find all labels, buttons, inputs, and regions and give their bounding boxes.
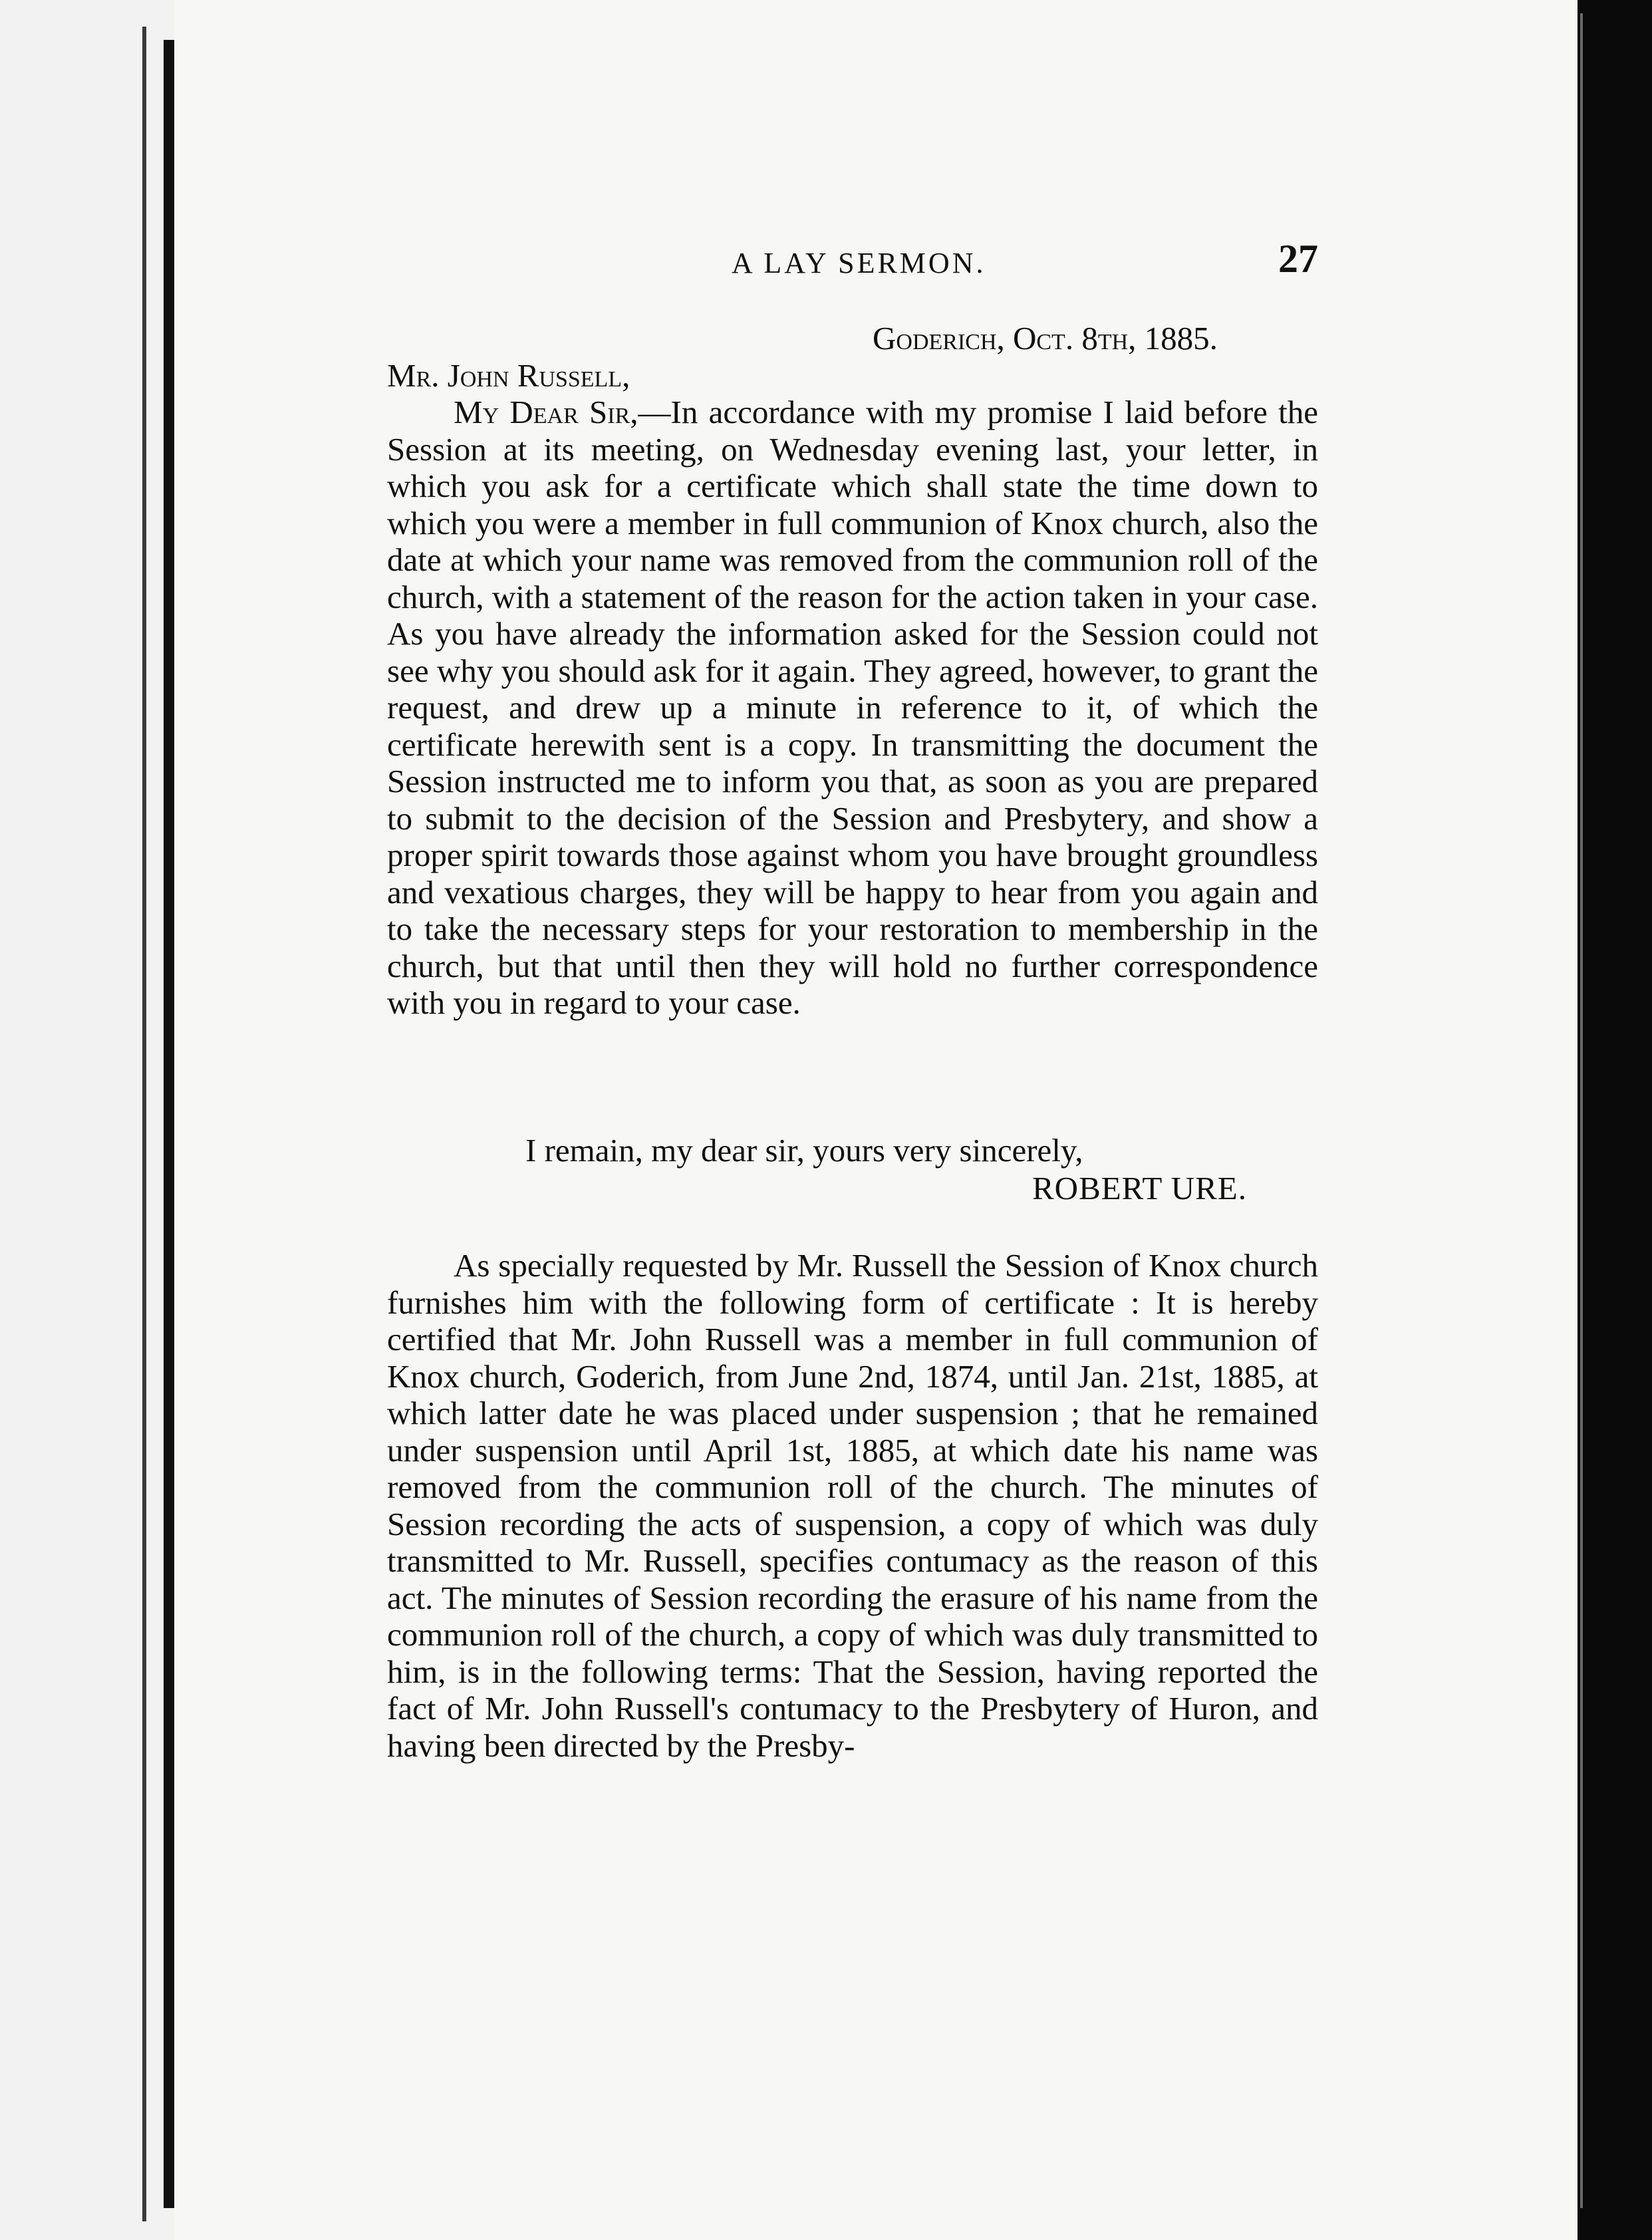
letter-body-text: —In accordance with my promise I laid before the Session at its meeting, on Wednesday evening last, your letter, in which you ask for a certificate which shall state the time down to which you were a member in full communion of Knox church, also the date at which your name was removed from the communion roll of the church, with a statement of the reason for the action taken in your case. As you have already the information asked for the Session could not see why you should ask for it again. They agreed, however, to grant the request, and drew up a minute in reference to it, of which the certificate herewith sent is a copy. In transmitting the document the Session instructed me to inform you that, as soon as you are prepared to submit to the decision of the Session and Presbytery, and show a proper spirit towards those against whom you have brought groundless and vexatious charges, they will be happy to hear from you again and to take the necessary steps for your restoration to membership in the church, but that until then they will hold no further correspondence with you in regard to your case.	[387, 394, 1318, 1021]
letter-date-line: Goderich, Oct. 8th, 1885.	[873, 320, 1218, 356]
letter-signature: ROBERT URE.	[1032, 1170, 1247, 1206]
letter-closing: I remain, my dear sir, yours very sincerely,	[525, 1132, 1083, 1169]
certificate-text: As specially requested by Mr. Russell the Session of Knox church furnishes him with the following form of certificate : It is hereby certified that Mr. John Russell was a member in full communion of Knox church, Goderich, from June 2nd, 1874, until Jan. 21st, 1885, at which latter date he was placed under suspension ; that he remained under suspension until April 1st, 1885, at which date his name was removed from the communion roll of the church. The minutes of Session recording the acts of suspension, a copy of which was duly transmitted to Mr. Russell, specifies contumacy as the reason of this act. The minutes of Session recording the erasure of his name from the communion roll of the church, a copy of which was duly transmitted to him, is in the following terms: That the Session, having reported the fact of Mr. John Russell's contumacy to the Presbytery of Huron, and having been directed by the Presby-	[387, 1247, 1318, 1764]
certificate-paragraph	[387, 1247, 1318, 1764]
previous-page-edge	[0, 0, 174, 2240]
letter-greeting: My Dear Sir,	[454, 394, 638, 430]
page-gutter-line	[142, 27, 146, 2221]
letter-salutation: Mr. John Russell,	[387, 357, 630, 394]
running-head: A LAY SERMON.	[732, 247, 986, 279]
page-edge-line	[1580, 13, 1583, 2208]
page-gutter-shadow	[164, 40, 174, 2208]
page-number: 27	[1278, 237, 1318, 281]
scan-border-right	[1578, 0, 1652, 2240]
letter-body	[387, 394, 1318, 1022]
